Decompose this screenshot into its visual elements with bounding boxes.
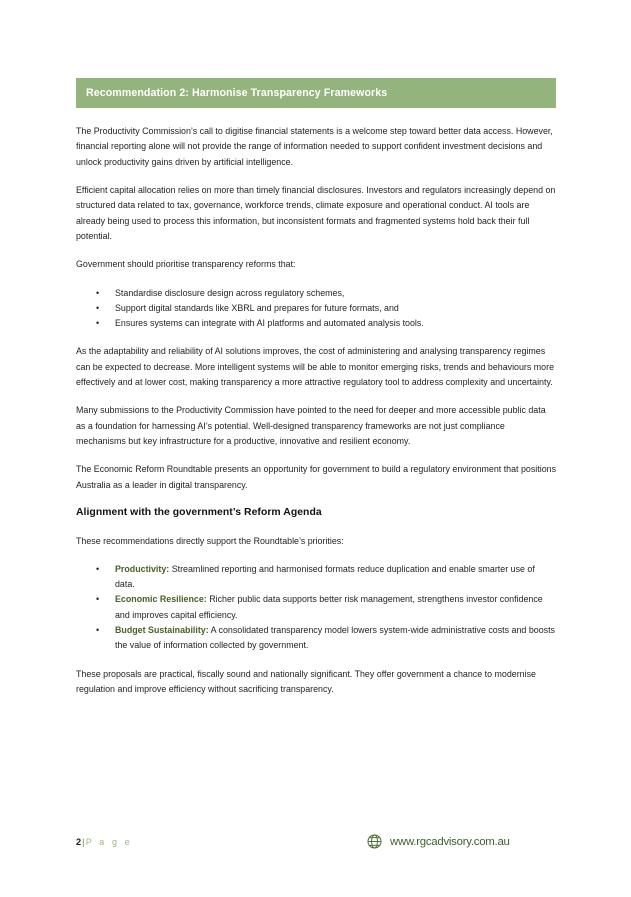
bullet-dot-icon: • [96,594,100,605]
list-item-text: Support digital standards like XBRL and prepares for future formats, and [115,302,399,313]
paragraph-adaptability: As the adaptability and reliability of AI solutions improves, the cost of administering and analysing transparency regimes can be expected to decrease. More intelligent systems will be able to monitor emerging risks, trends and behaviours more effectively and at lower cost, making transparency a more attractive regulatory tool to address complexity and uncertainty. [76,346,555,388]
list-item-label: Productivity: [115,563,170,574]
list-item-text: A consolidated transparency model lowers system-wide administrative costs and boosts the value of information collected by government. [115,625,555,651]
paragraph-roundtable: The Economic Reform Roundtable presents an opportunity for government to build a regulatory environment that positions Australia as a leader in digital transparency. [76,464,557,490]
footer-page-indicator [76,837,132,847]
bullet-dot-icon: • [96,318,100,329]
list-item-text: Streamlined reporting and harmonised formats reduce duplication and enable smarter use of data. [115,563,535,590]
list-item-text: Standardise disclosure design across regulatory schemes, [115,287,345,298]
paragraph-capital-allocation: Efficient capital allocation relies on more than timely financial disclosures. Investors and regulators increasingly depend on structured data related to tax, governance, workforce trends, climate exposure and operational conduct. AI tools are already being used to process this information, but inconsistent formats and fragmented systems hold back their full potential. [76,184,556,241]
footer-website[interactable] [366,833,510,850]
list-item [76,316,556,331]
paragraph-submissions: Many submissions to the Productivity Commission have pointed to the need for deeper and more accessible public data as a foundation for harnessing AI’s potential. Well-designed transparency frameworks are not just compliance mechanisms but key infrastructure for a productive, innovative and resilient economy. [76,405,546,446]
paragraph-intro: The Productivity Commission’s call to digitise financial statements is a welcome step toward better data access. However, financial reporting alone will not provide the range of information needed to support confident investment decisions and unlock productivity gains driven by artificial intelligence. [76,126,553,167]
bullet-dot-icon: • [96,563,100,574]
page-footer [76,833,556,859]
list-item [76,286,556,301]
list-item [76,301,556,316]
paragraph-priorities-lead-in: These recommendations directly support the Roundtable’s priorities: [76,535,344,546]
priority-bullet-list [76,562,556,654]
bullet-dot-icon: • [96,625,100,636]
list-item [76,623,556,654]
list-item-label: Budget Sustainability: [115,625,209,636]
reform-bullet-list [76,286,556,332]
document-content [76,78,556,697]
list-item-label: Economic Resilience: [115,594,207,605]
banner-title: Recommendation 2: Harmonise Transparency Frameworks [86,87,388,99]
page-number: 2 [76,837,82,847]
footer-page-word: P a g e [85,837,133,847]
list-item-text: Ensures systems can integrate with AI platforms and automated analysis tools. [115,318,424,329]
bullet-dot-icon: • [96,287,100,298]
paragraph-reforms-lead-in: Government should prioritise transparency reforms that: [76,259,296,270]
website-url[interactable]: www.rgcadvisory.com.au [390,835,510,848]
globe-icon [366,833,383,850]
recommendation-banner [76,78,556,108]
paragraph-closing: These proposals are practical, fiscally sound and nationally significant. They offer government a chance to modernise regulation and improve efficiency without sacrificing transparency. [76,668,536,694]
section-heading-alignment: Alignment with the government’s Reform Agenda [76,506,322,518]
bullet-dot-icon: • [96,302,100,313]
footer-separator: | [82,837,85,847]
list-item [76,592,556,623]
list-item-text: Richer public data supports better risk management, strengthens investor confidence and improves capital efficiency. [115,594,543,620]
list-item [76,562,556,593]
